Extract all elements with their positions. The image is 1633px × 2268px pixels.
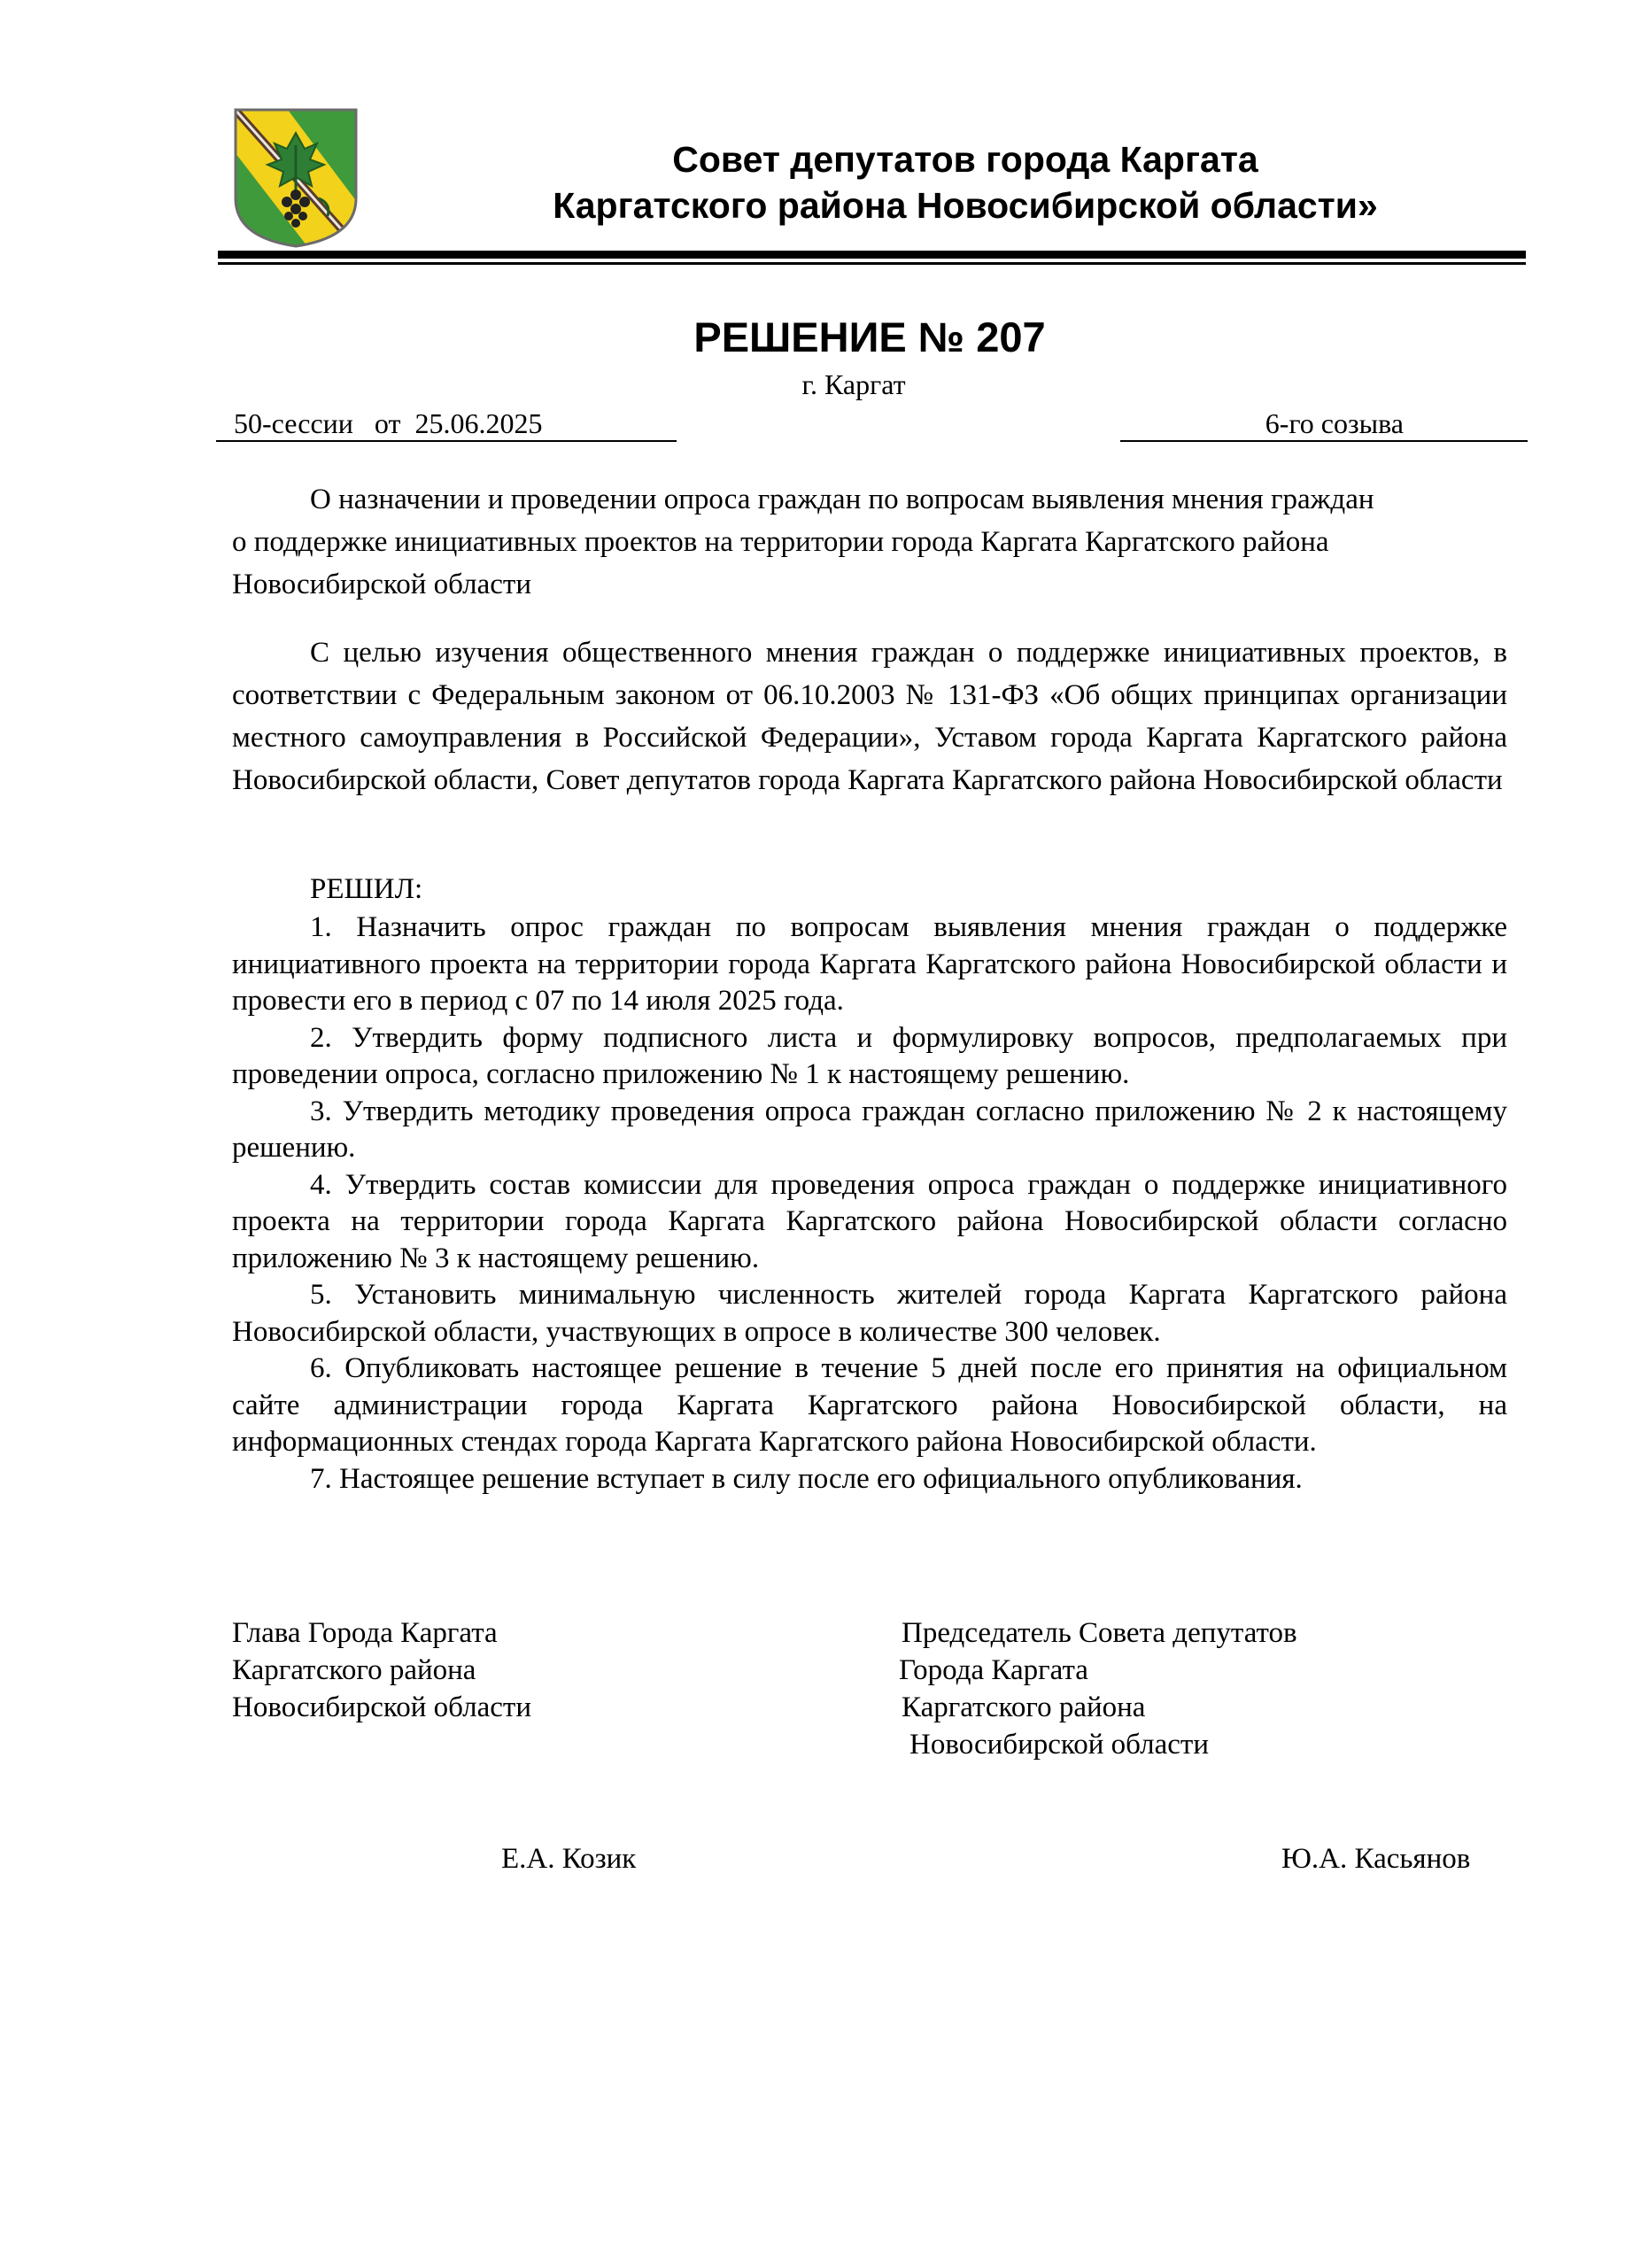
decision-item: 2. Утвердить форму подписного листа и формулировку вопросов, предполагаемых при проведении опроса, согласно приложению № 1 к настоящему решению. [232,1021,1507,1090]
subject-line: Новосибирской области [232,569,531,600]
signatory-title-line: Города Каргата [899,1654,1088,1686]
session-date-text: 50-сессии от 25.06.2025 [234,407,543,439]
decision-item: 5. Установить минимальную численность жителей города Каргата Каргатского района Новосибирской области, участвующих в опросе в количестве 300 человек. [232,1279,1507,1348]
session-date [216,406,677,442]
subject-line: о поддержке инициативных проектов на территории города Каргата Каргатского района [232,526,1329,558]
council-name-line2: Каргатского района Новосибирской области» [553,185,1378,226]
decision-subject [232,478,1507,606]
decision-item: 6. Опубликовать настоящее решение в течение 5 дней после его принятия на официальном сайте администрации города Каргата Каргатского района Новосибирской области, на информационных стендах города Каргата Каргатского района Новосибирской области. [232,1352,1507,1458]
signatory-title-line: Каргатского района [232,1654,476,1686]
signatory-title-line: Каргатского района [902,1691,1146,1723]
signatory-title-line: Глава Города Каргата [232,1617,498,1649]
signatory-name-chairman: Ю.А. Касьянов [1281,1843,1471,1875]
coat-of-arms-icon [232,106,360,250]
decision-item: 7. Настоящее решение вступает в силу после его официального опубликования. [310,1462,1303,1495]
signatory-title-line: Новосибирской области [909,1729,1209,1761]
signatory-title-line: Новосибирской области [232,1691,531,1723]
decision-title: РЕШЕНИЕ № 207 [693,313,1046,360]
header-divider-thin [218,262,1526,265]
signatory-title-line: Председатель Совета депутатов [902,1617,1297,1649]
decision-item: 4. Утвердить состав комиссии для проведения опроса граждан о поддержке инициативного проекта на территории города Каргата Каргатского района Новосибирской области согласно приложению № 3 к настоящему решению. [232,1168,1507,1274]
convocation-text: 6-го созыва [1265,407,1404,439]
preamble-paragraph: С целью изучения общественного мнения граждан о поддержке инициативных проектов, в соответствии с Федеральным законом от 06.10.2003 № 131-ФЗ «Об общих принципах организации местного самоуправления в Российской Федерации», Уставом города Каргата Каргатского района Новосибирской области, Совет депутатов города Каргата Каргатского района Новосибирской области [232,637,1507,796]
decision-item: 3. Утвердить методику проведения опроса граждан согласно приложению № 2 к настоящему решению. [232,1095,1507,1164]
convocation [1120,406,1528,442]
signatory-name-head: Е.А. Козик [501,1843,637,1875]
subject-line: О назначении и проведении опроса граждан по вопросам выявления мнения граждан [310,484,1374,515]
decision-city: г. Каргат [801,368,906,400]
header-divider-thick [218,251,1526,259]
decision-items [232,910,1507,1498]
decision-item: 1. Назначить опрос граждан по вопросам выявления мнения граждан о поддержке инициативного проекта на территории города Каргата Каргатского района Новосибирской области и провести его в период с 07 по 14 июля 2025 года. [232,911,1507,1017]
council-name-line1: Совет депутатов города Каргата [672,139,1258,180]
resolved-label: РЕШИЛ: [310,873,423,905]
signature-block-head [232,1614,531,1726]
signature-block-chairman [899,1614,1297,1763]
